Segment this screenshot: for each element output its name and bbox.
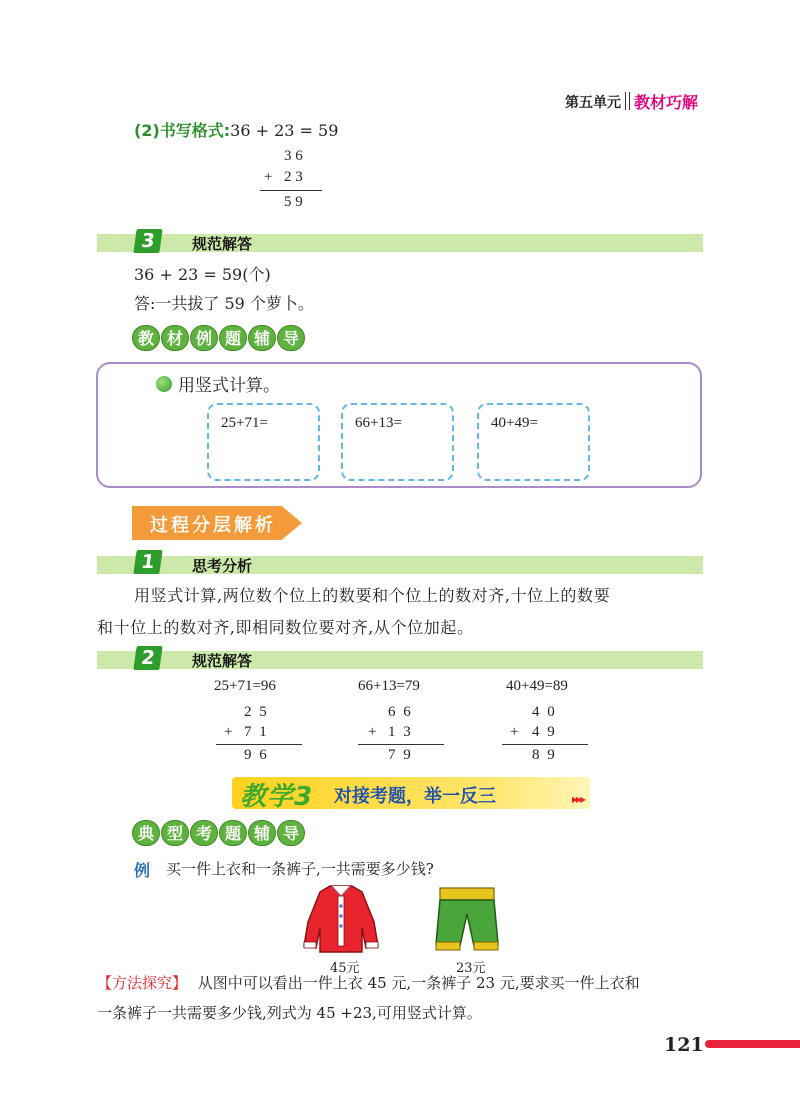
calc-op: + <box>510 724 519 740</box>
format-equation: 36 + 23 = 59 <box>230 121 339 140</box>
format-colon: : <box>223 121 231 140</box>
process-banner-text: 过程分层解析 <box>150 515 276 536</box>
calc-row2: 7 1 <box>244 724 269 740</box>
method-label: 【方法探究】 <box>97 974 188 992</box>
tag-char: 题 <box>219 325 247 351</box>
page-number: 121 <box>664 1034 704 1056</box>
tag-char: 考 <box>190 820 218 846</box>
method-line-1 <box>97 968 640 998</box>
example-tag <box>132 325 305 351</box>
page-bar <box>705 1040 800 1048</box>
calc-result: 5 9 <box>284 194 303 210</box>
calc-row1: 2 5 <box>244 704 269 720</box>
question-text: 40+49= <box>491 415 538 431</box>
calc-result: 8 9 <box>532 747 557 763</box>
calc-row2: 1 3 <box>388 724 413 740</box>
unit-label: 第五单元 <box>565 95 621 111</box>
tag-char: 型 <box>161 820 189 846</box>
question-text: 25+71= <box>221 415 268 431</box>
exercise-instruction: 用竖式计算。 <box>178 376 280 396</box>
section-bar-1 <box>97 556 703 574</box>
calc-line <box>502 744 588 745</box>
section-badge-1: 1 <box>133 550 162 574</box>
tag-char: 导 <box>277 820 305 846</box>
calc-result: 7 9 <box>388 747 413 763</box>
think-line-2: 和十位上的数对齐,即相同数位要对齐,从个位加起。 <box>97 618 474 637</box>
tag-char: 教 <box>132 325 160 351</box>
question-card <box>477 403 590 481</box>
question-text: 66+13= <box>355 415 402 431</box>
think-line-1: 用竖式计算,两位数个位上的数要和个位上的数对齐,十位上的数要 <box>134 586 611 605</box>
header-title: 教材巧解 <box>634 93 699 112</box>
question-card <box>207 403 320 481</box>
answer-equation: 36 + 23 = 59(个) <box>134 265 271 284</box>
section-badge-2: 2 <box>133 646 162 670</box>
answer-text: 答:一共拔了 59 个萝卜。 <box>134 294 314 313</box>
jacket-price: 45元 <box>330 961 360 976</box>
calc-result: 9 6 <box>244 747 269 763</box>
example-question: 买一件上衣和一条裤子,一共需要多少钱? <box>166 860 434 878</box>
section-title-2: 规范解答 <box>192 652 253 670</box>
bullet-icon <box>156 376 172 392</box>
calc-equation: 40+49=89 <box>506 678 568 694</box>
calc-row1: 6 6 <box>388 704 413 720</box>
calc-line <box>260 190 322 191</box>
calc-op: + <box>368 724 377 740</box>
teach-banner-number: 教学3 <box>240 782 314 812</box>
tag-char: 题 <box>219 820 247 846</box>
calc-row2: 4 9 <box>532 724 557 740</box>
tag-char: 材 <box>161 325 189 351</box>
jacket-icon <box>302 882 380 956</box>
format-line <box>134 118 338 141</box>
tag-char: 导 <box>277 325 305 351</box>
calc-equation: 25+71=96 <box>214 678 276 694</box>
header-divider <box>625 92 630 110</box>
calc-line <box>216 744 302 745</box>
calc-op: + <box>224 724 233 740</box>
method-text-1: 从图中可以看出一件上衣 45 元,一条裤子 23 元,要求买一件上衣和 <box>197 974 640 992</box>
calc-equation: 66+13=79 <box>358 678 420 694</box>
section-bar-2 <box>97 651 703 669</box>
tag-char: 辅 <box>248 820 276 846</box>
tag-char: 辅 <box>248 325 276 351</box>
format-label: (2)书写格式 <box>134 121 224 140</box>
section-title-3: 规范解答 <box>192 235 253 253</box>
calc-line <box>358 744 444 745</box>
section-badge-3: 3 <box>133 229 162 253</box>
arrows-icon: ▸▸▸ <box>572 792 585 806</box>
typical-tag <box>132 820 305 846</box>
calc-row2: 2 3 <box>284 169 303 185</box>
teach-banner-text: 对接考题，举一反三 <box>334 786 496 807</box>
tag-char: 典 <box>132 820 160 846</box>
section-bar-3 <box>97 234 703 252</box>
calc-row1: 4 0 <box>532 704 557 720</box>
example-label: 例 <box>134 861 151 880</box>
section-title-1: 思考分析 <box>192 557 253 575</box>
pants-price: 23元 <box>456 961 486 976</box>
tag-char: 例 <box>190 325 218 351</box>
calc-row1: 3 6 <box>284 148 303 164</box>
question-card <box>341 403 454 481</box>
calc-op: + <box>264 169 273 185</box>
method-text-2: 一条裤子一共需要多少钱,列式为 45 +23,可用竖式计算。 <box>97 1004 482 1022</box>
pants-icon <box>434 886 500 954</box>
